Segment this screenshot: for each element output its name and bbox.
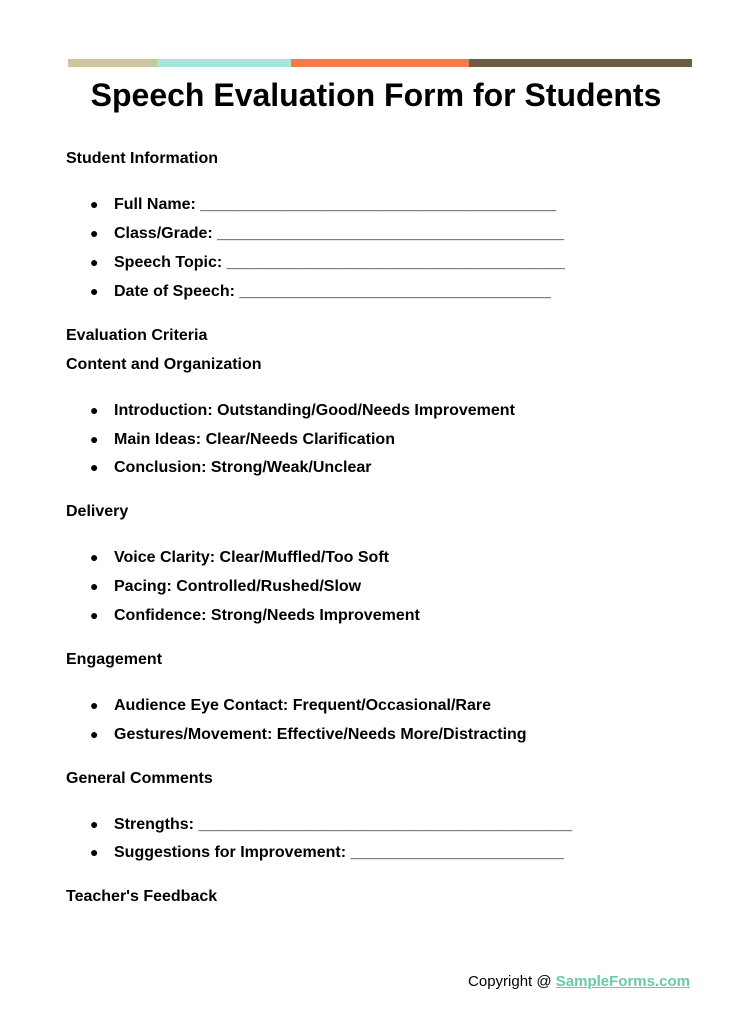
color-bar-segment <box>291 59 469 67</box>
bullet-icon: ● <box>90 431 99 447</box>
list-item-text: Conclusion: Strong/Weak/Unclear <box>114 459 372 476</box>
footer-copyright <box>468 972 690 992</box>
list-item-text: Date of Speech: ___________________________________ <box>114 283 551 300</box>
bullet-icon: ● <box>90 844 99 860</box>
list-item <box>90 547 389 568</box>
list-item <box>90 457 372 478</box>
list-item <box>90 223 564 244</box>
bullet-icon: ● <box>90 402 99 418</box>
brand-link[interactable]: SampleForms.com <box>555 973 690 990</box>
section-heading-evaluation-criteria: Evaluation Criteria <box>66 327 208 344</box>
list-item <box>90 842 564 863</box>
list-item-text: Speech Topic: ______________________________________ <box>114 254 565 271</box>
list-item <box>90 429 395 450</box>
top-color-bar <box>68 59 692 67</box>
color-bar-segment <box>68 59 157 67</box>
bullet-icon: ● <box>90 607 99 623</box>
bullet-icon: ● <box>90 459 99 475</box>
section-heading-teacher-feedback: Teacher's Feedback <box>66 888 218 905</box>
bullet-icon: ● <box>90 283 99 299</box>
list-item <box>90 814 572 835</box>
list-item <box>90 194 556 215</box>
list-item <box>90 400 515 421</box>
section-heading-general-comments: General Comments <box>66 770 213 787</box>
section-heading-content-organization: Content and Organization <box>66 356 262 373</box>
bullet-icon: ● <box>90 549 99 565</box>
bullet-icon: ● <box>90 816 99 832</box>
section-heading-delivery: Delivery <box>66 503 129 520</box>
bullet-icon: ● <box>90 697 99 713</box>
list-item-text: Introduction: Outstanding/Good/Needs Improvement <box>114 402 515 419</box>
list-item <box>90 724 527 745</box>
bullet-icon: ● <box>90 578 99 594</box>
list-item-text: Pacing: Controlled/Rushed/Slow <box>114 578 362 595</box>
list-item <box>90 281 551 302</box>
list-item-text: Main Ideas: Clear/Needs Clarification <box>114 431 395 448</box>
list-item-text: Full Name: ________________________________________ <box>114 196 557 213</box>
bullet-icon: ● <box>90 726 99 742</box>
list-item-text: Voice Clarity: Clear/Muffled/Too Soft <box>114 549 389 566</box>
list-item-text: Suggestions for Improvement: ________________________ <box>114 844 565 861</box>
list-item <box>90 576 361 597</box>
list-item <box>90 252 565 273</box>
list-item-text: Audience Eye Contact: Frequent/Occasional/Rare <box>114 697 491 714</box>
color-bar-segment <box>469 59 692 67</box>
bullet-icon: ● <box>90 254 99 270</box>
section-heading-student-info: Student Information <box>66 150 218 167</box>
list-item-text: Confidence: Strong/Needs Improvement <box>114 607 420 624</box>
color-bar-segment <box>157 59 291 67</box>
list-item-text: Strengths: __________________________________________ <box>114 816 573 833</box>
bullet-icon: ● <box>90 225 99 241</box>
section-heading-engagement: Engagement <box>66 651 163 668</box>
copyright-text: Copyright @ <box>468 973 556 990</box>
bullet-icon: ● <box>90 196 99 212</box>
page-title: Speech Evaluation Form for Students <box>90 77 662 113</box>
list-item <box>90 695 491 716</box>
list-item <box>90 605 420 626</box>
list-item-text: Class/Grade: _______________________________________ <box>114 225 565 242</box>
list-item-text: Gestures/Movement: Effective/Needs More/Distracting <box>114 726 527 743</box>
